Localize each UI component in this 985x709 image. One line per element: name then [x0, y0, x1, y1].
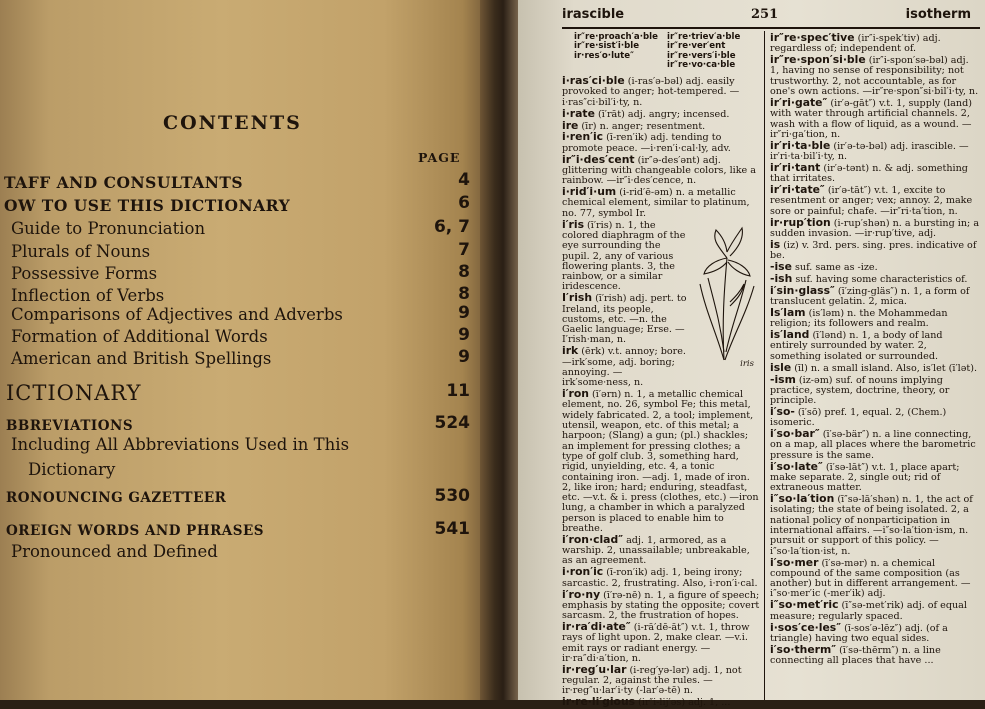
entry-definition: (ērk) v.t. annoy; bore. —irk′some, adj. boring; annoying. —irk′some·ness, n.: [562, 346, 686, 389]
toc-page-number: 9: [458, 347, 470, 367]
entry-headword: I′rish: [562, 291, 593, 305]
dictionary-entry: [770, 642, 980, 667]
entry-definition: (ir″i-lij′əs) adj. 1, ...: [635, 697, 731, 709]
entry-definition: (ī′ərn) n. 1, a metallic chemical element, no. 26, symbol Fe; this metal, widely fabricated. 2, a tool; implement, utensil, weapon, etc. of this metal; a harpoon; (Slang) a gun; (pl.) shackles; an implement for pressing clothes; a type of golf club. 3, something hard, rigid, unyielding, etc. 4, a tonic containing iron. —adj. 1, made of iron. 2, like iron; hard; enduring, steadfast, etc. —v.t. & i. press (clothes, etc.) —iron lung, a chamber in which a paralyzed person is placed to enable him to breathe.: [562, 389, 759, 534]
toc-page-number: 541: [434, 519, 470, 539]
contents-title: CONTENTS: [163, 112, 302, 134]
entry-headword: i′so·mer: [770, 555, 819, 569]
dictionary-entry: [770, 185, 980, 217]
entry-headword: i′so-: [770, 405, 795, 418]
run-in-word-list: [574, 33, 760, 70]
entry-definition: (i-reg′yə-lər) adj. 1, not regular. 2, against the rules. —ir·reg″u·lar′i·ty (-lar′ə-tē) n.: [562, 664, 742, 697]
entry-headword: i′so·late″: [770, 459, 823, 473]
toc-label: Guide to Pronunciation: [11, 219, 206, 238]
entry-headword: i′so·therm″: [770, 642, 837, 656]
run-in-word: ir″re·sist′i·ble: [574, 41, 640, 52]
toc-page-number: 8: [458, 262, 470, 282]
run-in-word: ir″re·triev′a·ble: [667, 32, 741, 42]
entry-definition: (ir″i-spek′tiv) adj. regardless of; independent of.: [770, 33, 941, 55]
dictionary-entry: [562, 662, 760, 697]
toc-page-number: 9: [458, 325, 470, 345]
dictionary-entry: [770, 600, 980, 622]
dictionary-entry: [770, 555, 980, 600]
dictionary-entry: [562, 187, 760, 219]
entry-headword: ir″re·spon′si·ble: [770, 53, 866, 67]
entry-definition: (ī-ren′ik) adj. tending to promote peace. —i·ren′i·cal·ly, adv.: [562, 132, 731, 154]
dictionary-entry: [562, 622, 760, 664]
entry-definition: (ī′sə-bär″) n. a line connecting, on a map, all places where the barometric pressure is the same.: [770, 429, 976, 461]
dictionary-entry: [770, 407, 980, 429]
entry-headword: Is′lam: [770, 305, 806, 319]
entry-headword: ir′ri·ta·ble: [770, 138, 831, 152]
iris-illustration: [694, 222, 760, 370]
book-gutter: [480, 0, 522, 700]
entry-headword: ir′ri·tant: [770, 160, 821, 174]
dictionary-entry: [770, 459, 980, 494]
entry-definition: (ī′zing-gläs″) n. 1, a form of translucent gelatin. 2, mica.: [770, 285, 970, 308]
entry-headword: i·sos′ce·les″: [770, 620, 842, 634]
toc-page-number: 9: [458, 303, 470, 323]
entry-headword: i′ron: [562, 387, 589, 401]
dictionary-entry: [770, 237, 980, 262]
entry-definition: (ī′rāt) adj. angry; incensed.: [594, 108, 730, 120]
entry-definition: (iz-əm) suf. of nouns implying practice, system, doctrine, theory, or principle.: [770, 374, 950, 407]
dictionary-entry: [770, 259, 980, 273]
dictionary-page: [518, 0, 985, 709]
entry-headword: is: [770, 237, 781, 251]
entry-definition: (ī″sə-met′rik) adj. of equal measure; regularly spaced.: [770, 600, 967, 622]
toc-label: Pronounced and Defined: [11, 542, 218, 561]
entry-definition: (iz) v. 3rd. pers. sing. pres. indicative of be.: [770, 239, 977, 262]
dictionary-entry: [562, 532, 760, 567]
entry-headword: i·ron′ic: [562, 565, 604, 579]
entry-headword: isle: [770, 360, 792, 374]
toc-label: OW TO USE THIS DICTIONARY: [4, 196, 291, 215]
toc-label: Plurals of Nouns: [11, 242, 151, 261]
run-in-word: ir″re·vers′i·ble: [667, 50, 736, 61]
dictionary-entry: [770, 429, 980, 461]
entry-definition: (ī′rish) adj. pert. to Ireland, its people, customs, etc. —n. the Gaelic language; Erse. —I′rish·man, n.: [562, 293, 687, 346]
dictionary-entry: [770, 494, 980, 557]
dictionary-entry: [770, 55, 980, 97]
entry-definition: (īl) n. a small island. Also, is′let (ī′lət).: [791, 362, 978, 374]
entry-headword: i′so·bar″: [770, 427, 820, 441]
header-rule: [562, 27, 980, 29]
dictionary-entry: [770, 215, 980, 240]
entry-headword: i′ron·clad″: [562, 532, 624, 546]
entry-definition: (ir′ə-tənt) n. & adj. something that irritates.: [770, 162, 968, 185]
dictionary-entry: [770, 305, 980, 330]
dictionary-entry: [562, 587, 760, 622]
toc-label: Inflection of Verbs: [11, 286, 165, 305]
entry-definition: (i-rid′ē-əm) n. a metallic chemical element, similar to platinum, no. 77, symbol Ir.: [562, 187, 750, 219]
entry-definition: (i-rā′dē-āt″) v.t. 1, throw rays of light upon. 2, make clear. —v.i. emit rays or radiant energy. —ir·ra″di·a′tion, n.: [562, 622, 750, 664]
entry-definition: (ī′lənd) n. 1, a body of land entirely surrounded by water. 2, something isolated or surrounded.: [770, 330, 943, 362]
entry-headword: i·ren′ic: [562, 130, 604, 144]
dictionary-entry: [562, 152, 760, 187]
run-in-word: ir″re·proach′a·ble: [574, 32, 658, 42]
entry-headword: ir·reg′u·lar: [562, 662, 627, 676]
iris-flower-icon: [694, 222, 760, 362]
dictionary-entry: [770, 360, 980, 374]
entry-headword: i·ras′ci·ble: [562, 74, 625, 88]
dictionary-entry: [770, 620, 980, 645]
toc-label: BBREVIATIONS: [6, 418, 134, 434]
dictionary-column-left: [562, 32, 760, 709]
run-in-word: ir″re·vo·ca·ble: [667, 59, 736, 70]
run-in-word: [574, 61, 667, 70]
dictionary-entry: [770, 138, 980, 163]
entry-headword: irk: [562, 344, 579, 358]
toc-label: Including All Abbreviations Used in This: [11, 435, 350, 454]
entry-headword: i·rate: [562, 106, 595, 120]
entry-headword: ire: [562, 118, 579, 132]
dictionary-entry: [562, 76, 760, 108]
entry-headword: ir′ri·tate″: [770, 183, 825, 197]
entry-definition: (ī′sə-lāt″) v.t. 1, place apart; make separate. 2, single out; rid of extraneous matter.: [770, 461, 960, 494]
figure-caption: iris: [740, 359, 754, 370]
toc-page-number: 524: [434, 413, 470, 433]
toc-page-number: 530: [434, 486, 470, 506]
toc-page-number: 7: [458, 240, 470, 260]
entry-definition: (ir′ə-tāt″) v.t. 1, excite to resentment or anger; vex; annoy. 2, make sore or painful; chafe. —ir″ri·ta′tion, n.: [770, 185, 973, 217]
entry-definition: (ir′ə-tə-bəl) adj. irascible. —ir′ri·ta·bil′i·ty, n.: [770, 140, 969, 163]
toc-label: RONOUNCING GAZETTEER: [6, 490, 227, 506]
dictionary-entry: [770, 372, 980, 407]
entry-definition: (ī′sə-thērm″) n. a line connecting all places that have ...: [770, 644, 941, 666]
entry-definition: (ī′ris) n. 1, the colored diaphragm of the eye surrounding the pupil. 2, any of various flowering plants. 3, the rainbow, or a similar iridescence.: [562, 219, 686, 293]
page-column-header: PAGE: [418, 150, 461, 165]
entry-headword: ir″re·spec′tive: [770, 31, 855, 44]
entry-headword: ir″i·des′cent: [562, 152, 635, 166]
toc-label: TAFF AND CONSULTANTS: [4, 173, 244, 192]
entry-headword: -ism: [770, 372, 796, 386]
entry-definition: suf. same as -ize.: [791, 261, 878, 273]
entry-definition: adj. 1, armored, as a warship. 2, unassailable; unbreakable, as an agreement.: [562, 534, 750, 567]
column-rule: [764, 31, 765, 700]
dictionary-entry: [770, 33, 980, 55]
entry-headword: is′land: [770, 328, 810, 342]
entry-definition: (ir′ə-gāt″) v.t. 1, supply (land) with water through artificial channels. 2, wash with a flow of liquid, as a wound. —ir″ri·ga′tion, n.: [770, 97, 972, 140]
entry-definition: (i-ras′ə-bəl) adj. easily provoked to anger; hot-tempered. —i·ras″ci·bil′i·ty, n.: [562, 76, 740, 108]
guide-word-right: isotherm: [905, 7, 971, 22]
entry-definition: (ir″i-spon′sə-bəl) adj. 1, having no sense of responsibility; not trustworthy. 2, not accountable, as for one's own actions. —ir″re·spon″si·bil′i·ty, n.: [770, 55, 979, 98]
entry-headword: ir·rup′tion: [770, 215, 831, 229]
dictionary-entry: [770, 160, 980, 185]
toc-page-number: 8: [458, 284, 470, 304]
entry-headword: ir·re·li′gious: [562, 695, 636, 709]
toc-page-number: 6: [458, 193, 470, 213]
entry-headword: i′sin·glass″: [770, 283, 835, 297]
entry-headword: -ise: [770, 259, 792, 273]
entry-definition: (ī-ron′ik) adj. 1, being irony; sarcastic. 2, frustrating. Also, i·ron′i·cal.: [562, 567, 758, 589]
toc-label: Comparisons of Adjectives and Adverbs: [11, 305, 343, 324]
entry-definition: (ī″sə-lā′shən) n. 1, the act of isolating; the state of being isolated. 2, a national policy of nonparticipation in international affairs. —i″so·la′tion·ism, n. pursuit or support of this policy. —i″so·la′tion·ist, n.: [770, 494, 973, 557]
dictionary-entry: [770, 283, 980, 308]
dictionary-entry: [562, 132, 760, 154]
toc-page-number: 4: [458, 170, 470, 190]
toc-page-number: 6, 7: [433, 217, 470, 237]
dictionary-entry: [770, 95, 980, 140]
entry-definition: (ī′rə-nē) n. 1, a figure of speech; emphasis by stating the opposite; covert sarcasm. 2, the frustration of hopes.: [562, 589, 760, 622]
guide-word-left: irascible: [562, 7, 625, 22]
dictionary-entry: [562, 567, 760, 589]
toc-label: American and British Spellings: [11, 349, 272, 368]
entry-definition: (i-rup′shən) n. a bursting in; a sudden invasion. —ir·rup′tive, adj.: [770, 217, 980, 239]
entry-definition: (īr) n. anger; resentment.: [578, 120, 706, 132]
entry-definition: (ī′sō) pref. 1, equal. 2, (Chem.) isomeric.: [770, 407, 947, 429]
dictionary-entry: [770, 330, 980, 362]
entry-definition: (ir″ə-des′ənt) adj. glittering with changeable colors, like a rainbow. —ir″i·des′cence, n.: [562, 154, 756, 187]
entry-definition: (ī-sos′ə-lēz″) adj. (of a triangle) having two equal sides.: [770, 622, 948, 644]
entry-headword: i″so·la′tion: [770, 492, 835, 506]
entry-definition: suf. having some characteristics of.: [792, 273, 968, 285]
contents-page: [0, 0, 492, 700]
entry-headword: i″so·met′ric: [770, 598, 839, 612]
entry-headword: ir·ra′di·ate″: [562, 620, 631, 634]
dictionary-entry: [562, 697, 760, 708]
dictionary-column-right: [770, 33, 980, 697]
run-in-word: ir″re·ver′ent: [667, 41, 726, 52]
run-in-word: ir·res′o·lute″: [574, 50, 634, 61]
toc-label: ICTIONARY: [6, 381, 142, 405]
entry-definition: (is′ləm) n. the Mohammedan religion; its followers and realm.: [770, 307, 948, 330]
entry-headword: i·rid′i·um: [562, 185, 617, 199]
dictionary-entry: [562, 389, 760, 534]
toc-label: Dictionary: [28, 460, 116, 479]
entry-definition: (ī′sə-mər) n. a chemical compound of the same composition (as another) but in different arrangement. —i″so·mer′ic (-mer′ik) adj.: [770, 557, 971, 600]
entry-headword: i′ris: [562, 217, 584, 231]
entry-headword: ir′ri·gate″: [770, 95, 828, 109]
toc-label: OREIGN WORDS AND PHRASES: [6, 523, 265, 539]
entry-headword: -ish: [770, 271, 793, 285]
page-number: 251: [751, 7, 779, 22]
toc-page-number: 11: [446, 381, 470, 401]
entry-headword: i′ro·ny: [562, 587, 601, 601]
toc-label: Possessive Forms: [11, 264, 158, 283]
toc-label: Formation of Additional Words: [11, 327, 268, 346]
dictionary-entry: [562, 106, 760, 120]
